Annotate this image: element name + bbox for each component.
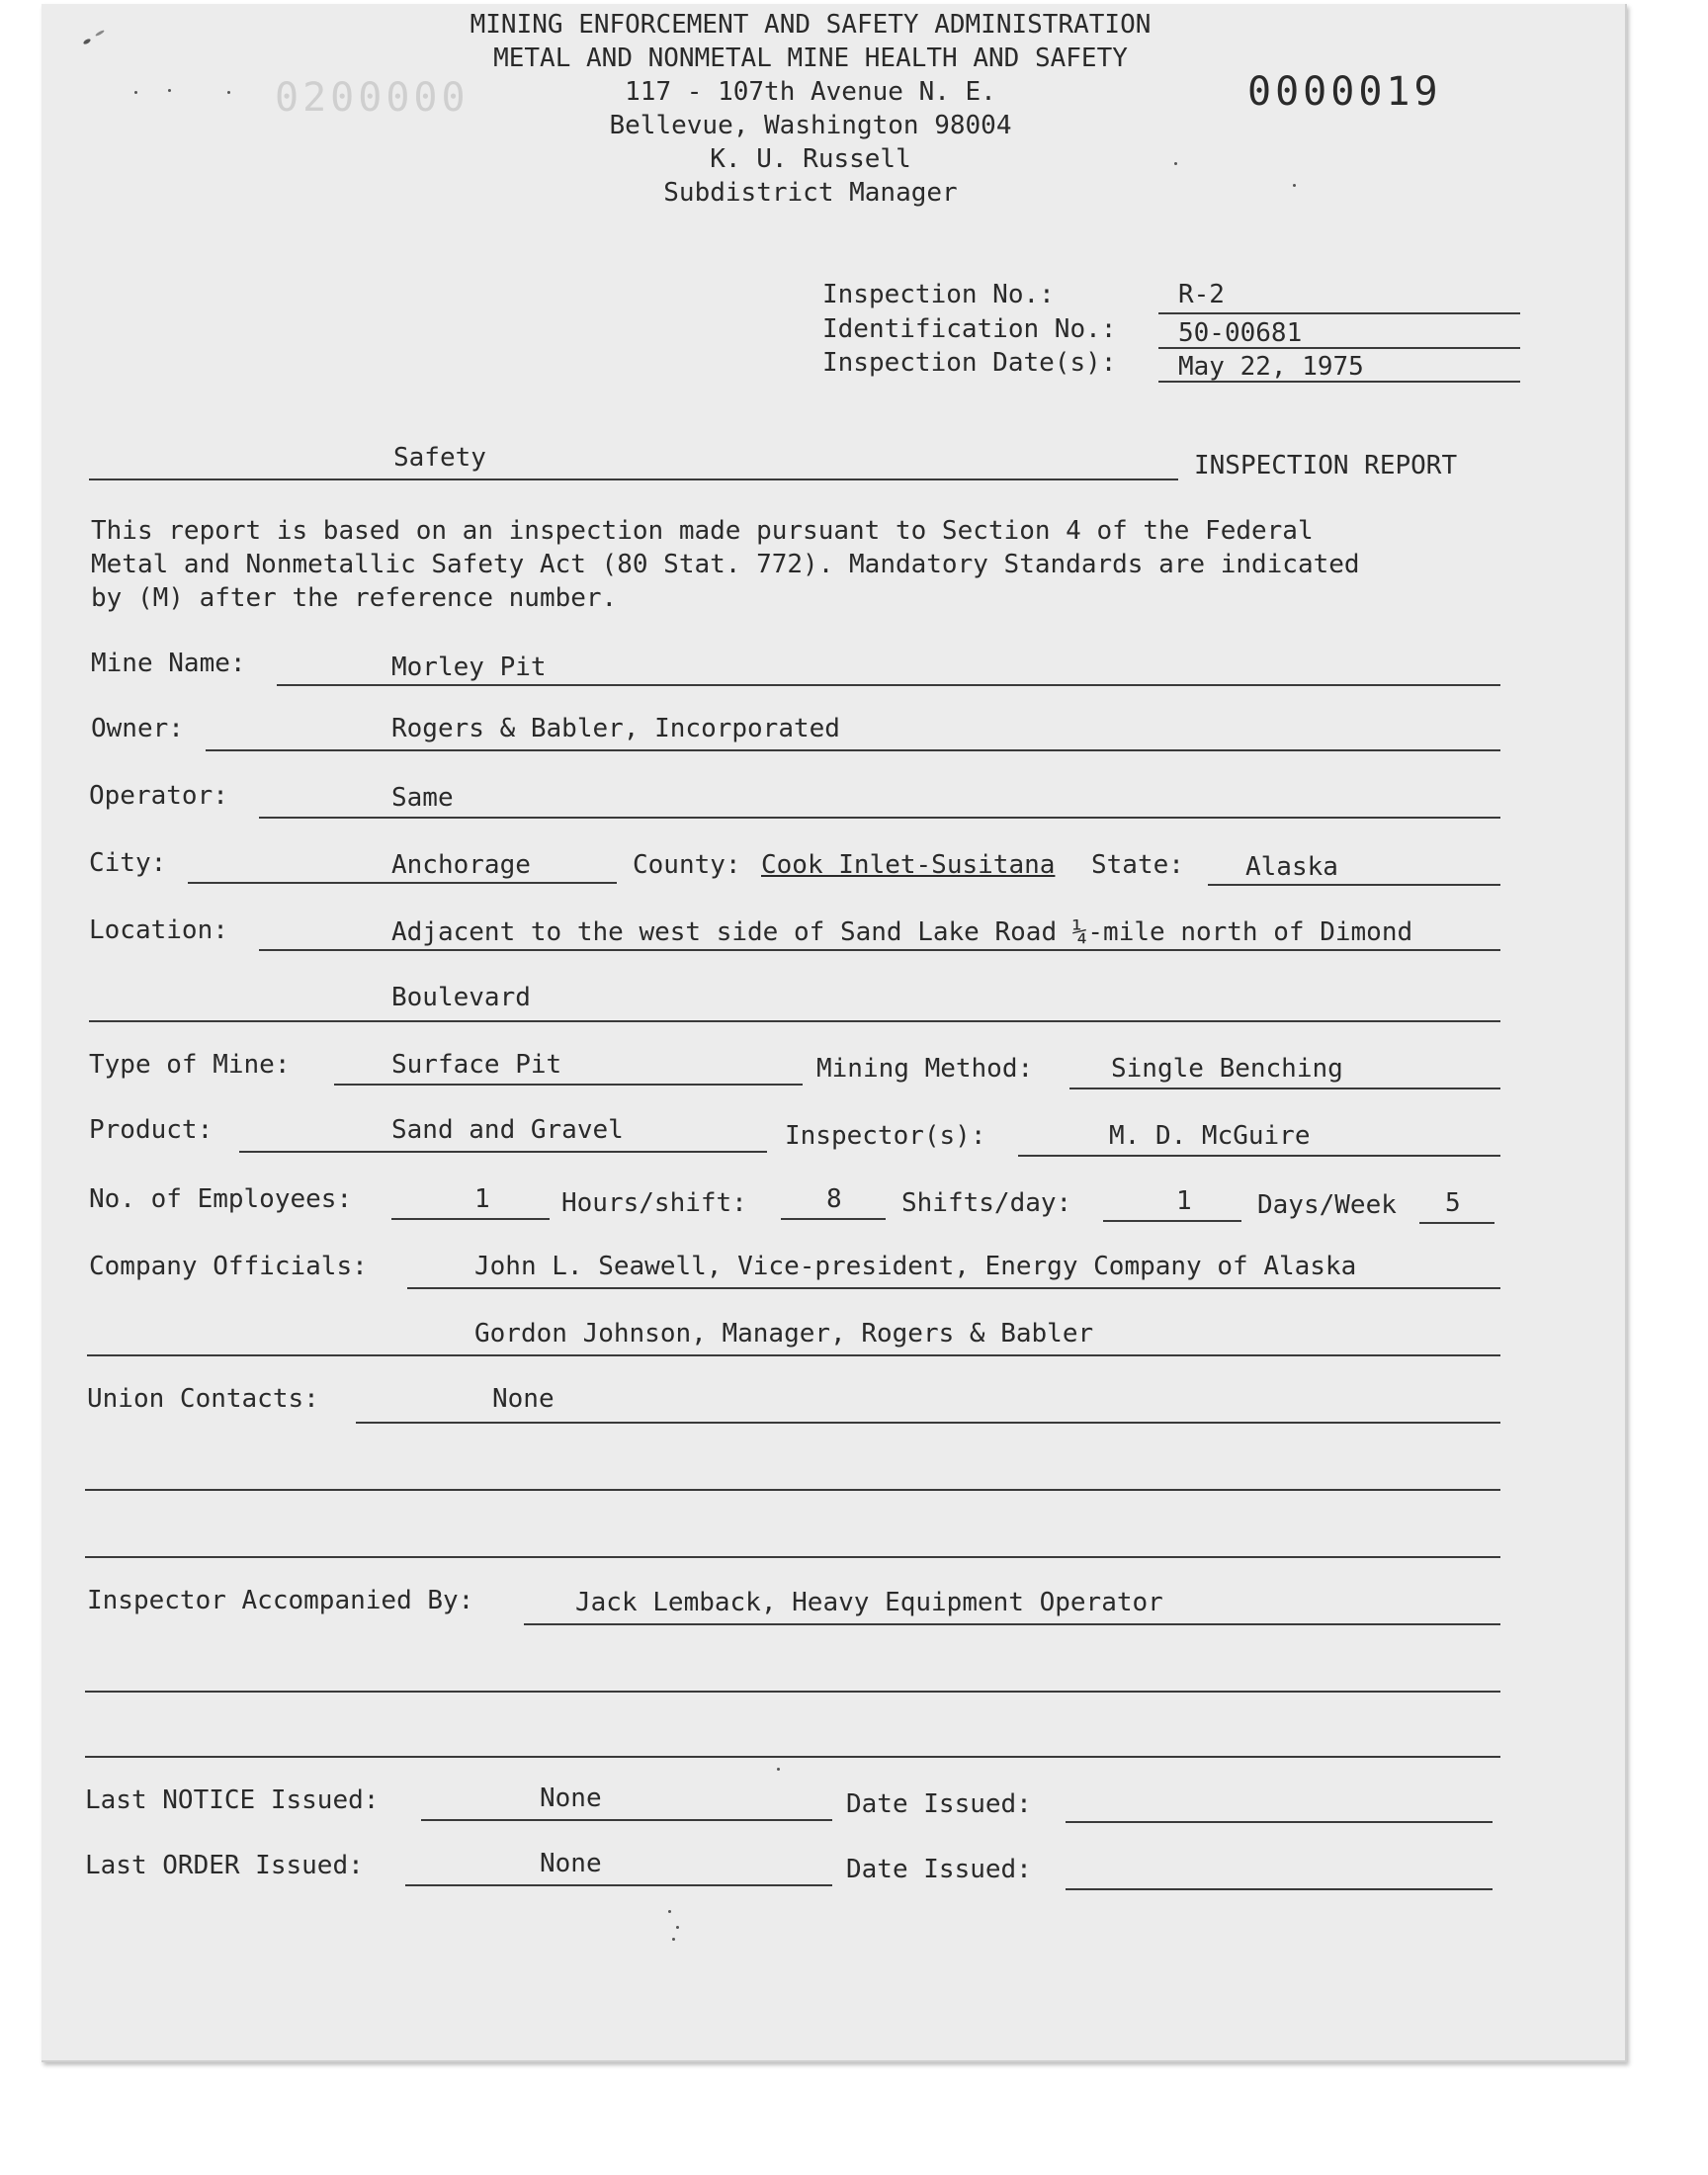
last-notice-value: None — [540, 1784, 602, 1813]
report-type: Safety — [393, 443, 486, 473]
accompanied-by-label: Inspector Accompanied By: — [87, 1586, 474, 1615]
inspection-no-value: R-2 — [1178, 280, 1225, 309]
type-of-mine-value: Surface Pit — [391, 1050, 562, 1080]
inspector-value: M. D. McGuire — [1109, 1121, 1311, 1151]
county-value: Cook Inlet-Susitana — [761, 850, 1056, 880]
intro-line-3: by (M) after the reference number. — [91, 583, 618, 613]
employees-label: No. of Employees: — [89, 1184, 353, 1214]
days-per-week-value: 5 — [1445, 1188, 1461, 1218]
owner-value: Rogers & Babler, Incorporated — [391, 714, 840, 743]
shifts-per-day-label: Shifts/day: — [901, 1188, 1072, 1218]
mining-method-value: Single Benching — [1111, 1054, 1343, 1084]
last-order-value: None — [540, 1849, 602, 1878]
hours-per-shift-value: 8 — [826, 1184, 842, 1214]
last-order-label: Last ORDER Issued: — [85, 1851, 364, 1880]
operator-value: Same — [391, 783, 454, 813]
inspector-label: Inspector(s): — [785, 1121, 986, 1151]
company-officials-line-2: Gordon Johnson, Manager, Rogers & Babler — [474, 1319, 1094, 1348]
inspection-date-label: Inspection Date(s): — [822, 348, 1117, 378]
ghost-stamp-number: 0200000 — [275, 75, 470, 121]
identification-no-value: 50-00681 — [1178, 318, 1303, 348]
last-notice-label: Last NOTICE Issued: — [85, 1785, 380, 1815]
notice-date-issued-label: Date Issued: — [846, 1789, 1032, 1819]
accompanied-by-value: Jack Lemback, Heavy Equipment Operator — [575, 1588, 1163, 1617]
city-value: Anchorage — [391, 850, 531, 880]
report-title: INSPECTION REPORT — [1194, 451, 1458, 480]
company-officials-line-1: John L. Seawell, Vice-president, Energy Company of Alaska — [474, 1252, 1357, 1281]
header-manager-name: K. U. Russell — [710, 144, 911, 174]
product-label: Product: — [89, 1115, 214, 1145]
identification-no-label: Identification No.: — [822, 314, 1117, 344]
city-label: City: — [89, 848, 167, 878]
document-stamp-number: 0000019 — [1247, 69, 1442, 115]
employees-value: 1 — [474, 1184, 490, 1214]
union-contacts-value: None — [492, 1384, 555, 1414]
header-street: 117 - 107th Avenue N. E. — [625, 77, 996, 107]
operator-label: Operator: — [89, 781, 228, 811]
location-label: Location: — [89, 915, 228, 945]
intro-line-1: This report is based on an inspection made pursuant to Section 4 of the Federal — [91, 516, 1314, 546]
location-value-line-1: Adjacent to the west side of Sand Lake Road ¼-mile north of Dimond — [391, 917, 1413, 947]
inspection-date-value: May 22, 1975 — [1178, 352, 1364, 382]
union-contacts-label: Union Contacts: — [87, 1384, 319, 1414]
mine-name-value: Morley Pit — [391, 652, 547, 682]
location-value-line-2: Boulevard — [391, 983, 531, 1012]
header-manager-title: Subdistrict Manager — [663, 178, 958, 208]
header-division: METAL AND NONMETAL MINE HEALTH AND SAFETY — [493, 44, 1128, 73]
hours-per-shift-label: Hours/shift: — [561, 1188, 747, 1218]
state-label: State: — [1091, 850, 1184, 880]
intro-line-2: Metal and Nonmetallic Safety Act (80 Stat. 772). Mandatory Standards are indicated — [91, 550, 1360, 579]
type-of-mine-label: Type of Mine: — [89, 1050, 291, 1080]
product-value: Sand and Gravel — [391, 1115, 624, 1145]
mine-name-label: Mine Name: — [91, 649, 246, 678]
header-agency: MINING ENFORCEMENT AND SAFETY ADMINISTRATION — [470, 10, 1152, 40]
days-per-week-label: Days/Week — [1257, 1190, 1397, 1220]
state-value: Alaska — [1245, 852, 1338, 882]
header-city: Bellevue, Washington 98004 — [609, 111, 1012, 140]
mining-method-label: Mining Method: — [816, 1054, 1034, 1084]
order-date-issued-label: Date Issued: — [846, 1855, 1032, 1884]
owner-label: Owner: — [91, 714, 184, 743]
inspection-no-label: Inspection No.: — [822, 280, 1055, 309]
shifts-per-day-value: 1 — [1176, 1186, 1192, 1216]
company-officials-label: Company Officials: — [89, 1252, 368, 1281]
county-label: County: — [633, 850, 741, 880]
